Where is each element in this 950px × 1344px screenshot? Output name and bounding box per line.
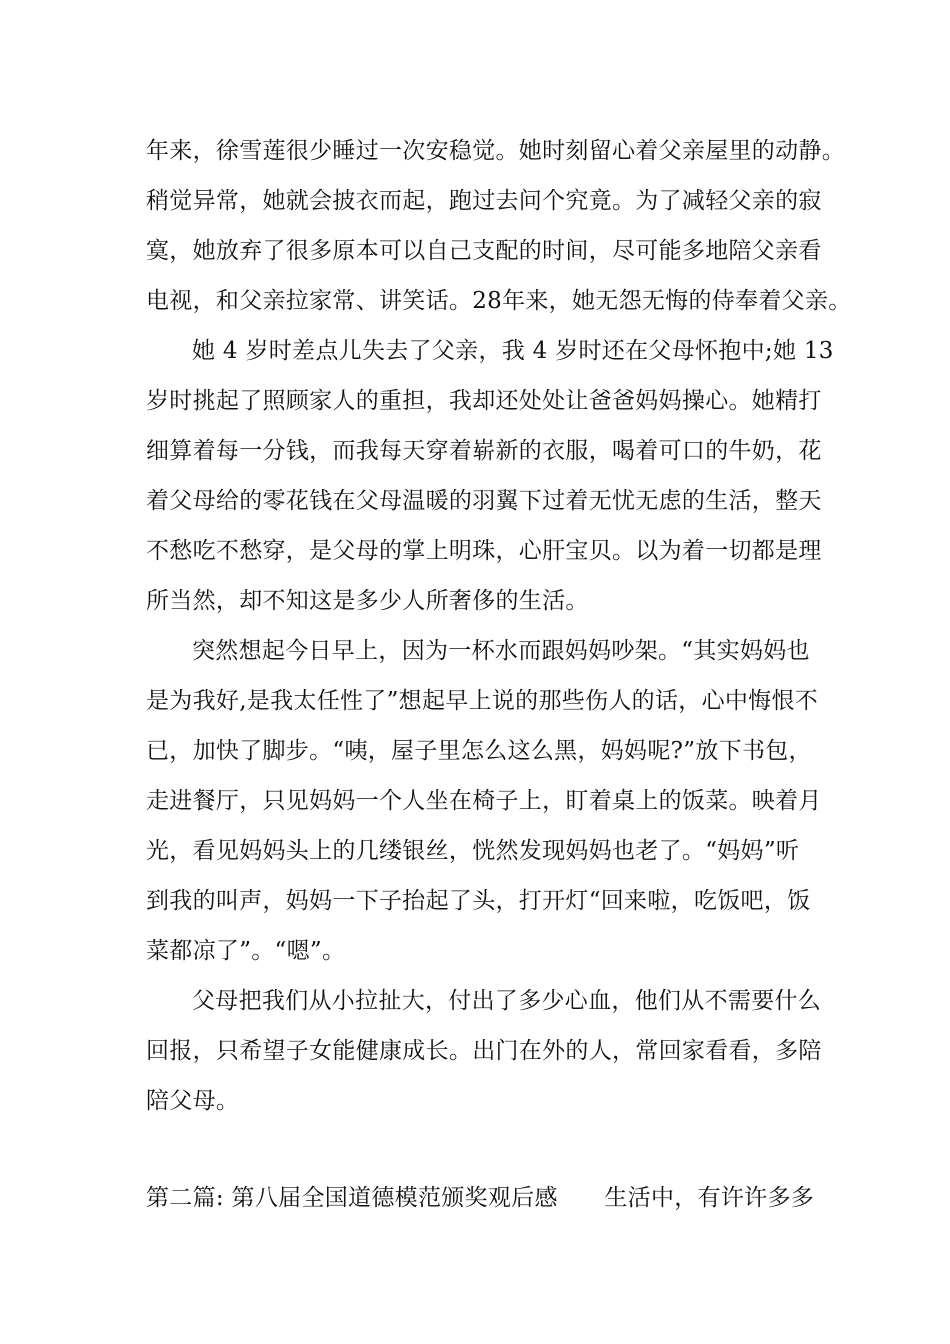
text-line: 年来，徐雪莲很少睡过一次安稳觉。她时刻留心着父亲屋里的动静。 <box>146 138 845 164</box>
text-line: 所当然，却不知这是多少人所奢侈的生活。 <box>146 588 589 614</box>
text-line: 寞，她放弃了很多原本可以自己支配的时间，尽可能多地陪父亲看 <box>146 238 822 264</box>
text-line: 岁时挑起了照顾家人的重担，我却还处处让爸爸妈妈操心。她精打 <box>146 388 822 414</box>
text-line: 陪父母。 <box>146 1088 240 1114</box>
paragraph-start-line: 父母把我们从小拉扯大，付出了多少心血，他们从不需要什么 <box>192 988 822 1014</box>
text-line: 着父母给的零花钱在父母温暖的羽翼下过着无忧无虑的生活，整天 <box>146 488 822 514</box>
text-line: 光，看见妈妈头上的几缕银丝，恍然发现妈妈也老了。“妈妈”听 <box>146 838 800 864</box>
text-line: 是为我好,是我太任性了”想起早上说的那些伤人的话，心中悔恨不 <box>146 688 819 714</box>
section-heading-line: 第二篇: 第八届全国道德模范颁奖观后感 生活中，有许许多多 <box>146 1185 815 1211</box>
text-line: 电视，和父亲拉家常、讲笑话。28年来，她无怨无悔的侍奉着父亲。 <box>146 288 852 314</box>
paragraph-start-line: 她 4 岁时差点儿失去了父亲，我 4 岁时还在父母怀抱中;她 13 <box>192 338 834 364</box>
text-line: 已，加快了脚步。“咦，屋子里怎么这么黑，妈妈呢?”放下书包， <box>146 738 812 764</box>
text-line: 回报，只希望子女能健康成长。出门在外的人，常回家看看，多陪 <box>146 1038 822 1064</box>
text-line: 稍觉异常，她就会披衣而起，跑过去问个究竟。为了减轻父亲的寂 <box>146 188 822 214</box>
text-line: 走进餐厅，只见妈妈一个人坐在椅子上，盯着桌上的饭菜。映着月 <box>146 788 822 814</box>
text-line: 细算着每一分钱，而我每天穿着崭新的衣服，喝着可口的牛奶，花 <box>146 438 822 464</box>
text-line: 到我的叫声，妈妈一下子抬起了头，打开灯“回来啦，吃饭吧，饭 <box>146 888 811 914</box>
text-line: 菜都凉了”。“嗯”。 <box>146 938 346 964</box>
paragraph-start-line: 突然想起今日早上，因为一杯水而跟妈妈吵架。“其实妈妈也 <box>192 638 810 664</box>
text-line: 不愁吃不愁穿，是父母的掌上明珠，心肝宝贝。以为着一切都是理 <box>146 538 822 564</box>
